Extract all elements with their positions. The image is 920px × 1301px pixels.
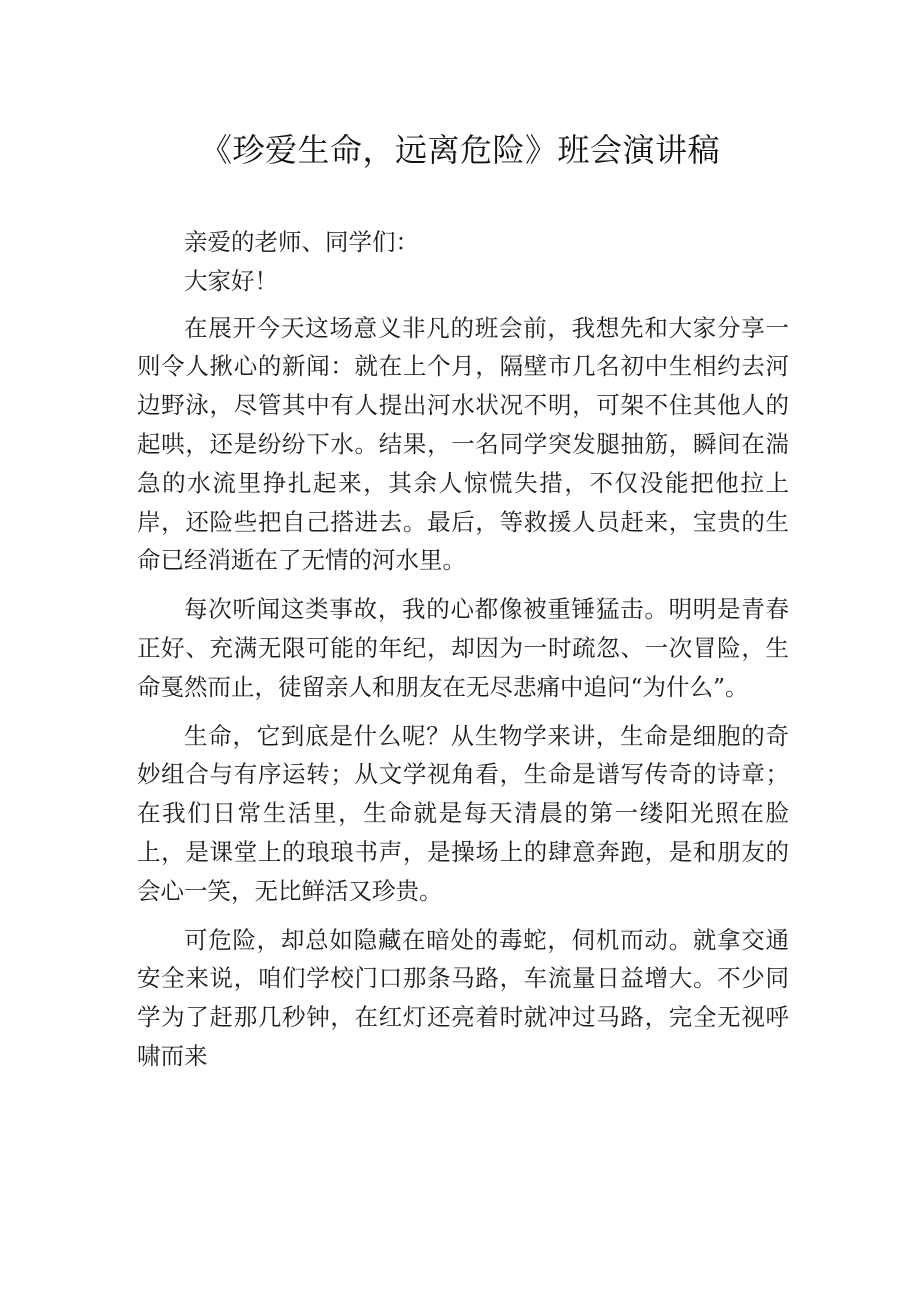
paragraph-news: 在展开今天这场意义非凡的班会前，我想先和大家分享一则令人揪心的新闻：就在上个月，隔壁市几名初中生相约去河边野泳，尽管其中有人提出河水状况不明，可架不住其他人的起哄，还是纷纷下水。结果，一名同学突发腿抽筋，瞬间在湍急的水流里挣扎起来，其余人惊慌失措，不仅没能把他拉上岸，还险些把自己搭进去。最后，等救援人员赶来，宝贵的生命已经消逝在了无情的河水里。 [137, 313, 789, 575]
document-title: 《珍爱生命，远离危险》班会演讲稿 [199, 131, 720, 169]
paragraph-reflection: 每次听闻这类事故，我的心都像被重锤猛击。明明是青春正好、充满无限可能的年纪，却因为一时疏忽、一次冒险，生命戛然而止，徒留亲人和朋友在无尽悲痛中追问“为什么”。 [137, 595, 789, 701]
greeting: 大家好！ [184, 266, 278, 295]
salutation: 亲爱的老师、同学们： [184, 228, 419, 256]
document-body [137, 223, 789, 1076]
paragraph-danger: 可危险，却总如隐藏在暗处的毒蛇，伺机而动。就拿交通安全来说，咱们学校门口那条马路，车流量日益增大。不少同学为了赶那几秒钟，在红灯还亮着时就冲过马路，完全无视呼啸而来 [137, 925, 789, 1070]
paragraph-life: 生命，它到底是什么呢？从生物学来讲，生命是细胞的奇妙组合与有序运转；从文学视角看，生命是谱写传奇的诗章；在我们日常生活里，生命就是每天清晨的第一缕阳光照在脸上，是课堂上的琅琅书声，是操场上的肆意奔跑，是和朋友的会心一笑，无比鲜活又珍贵。 [137, 721, 789, 905]
